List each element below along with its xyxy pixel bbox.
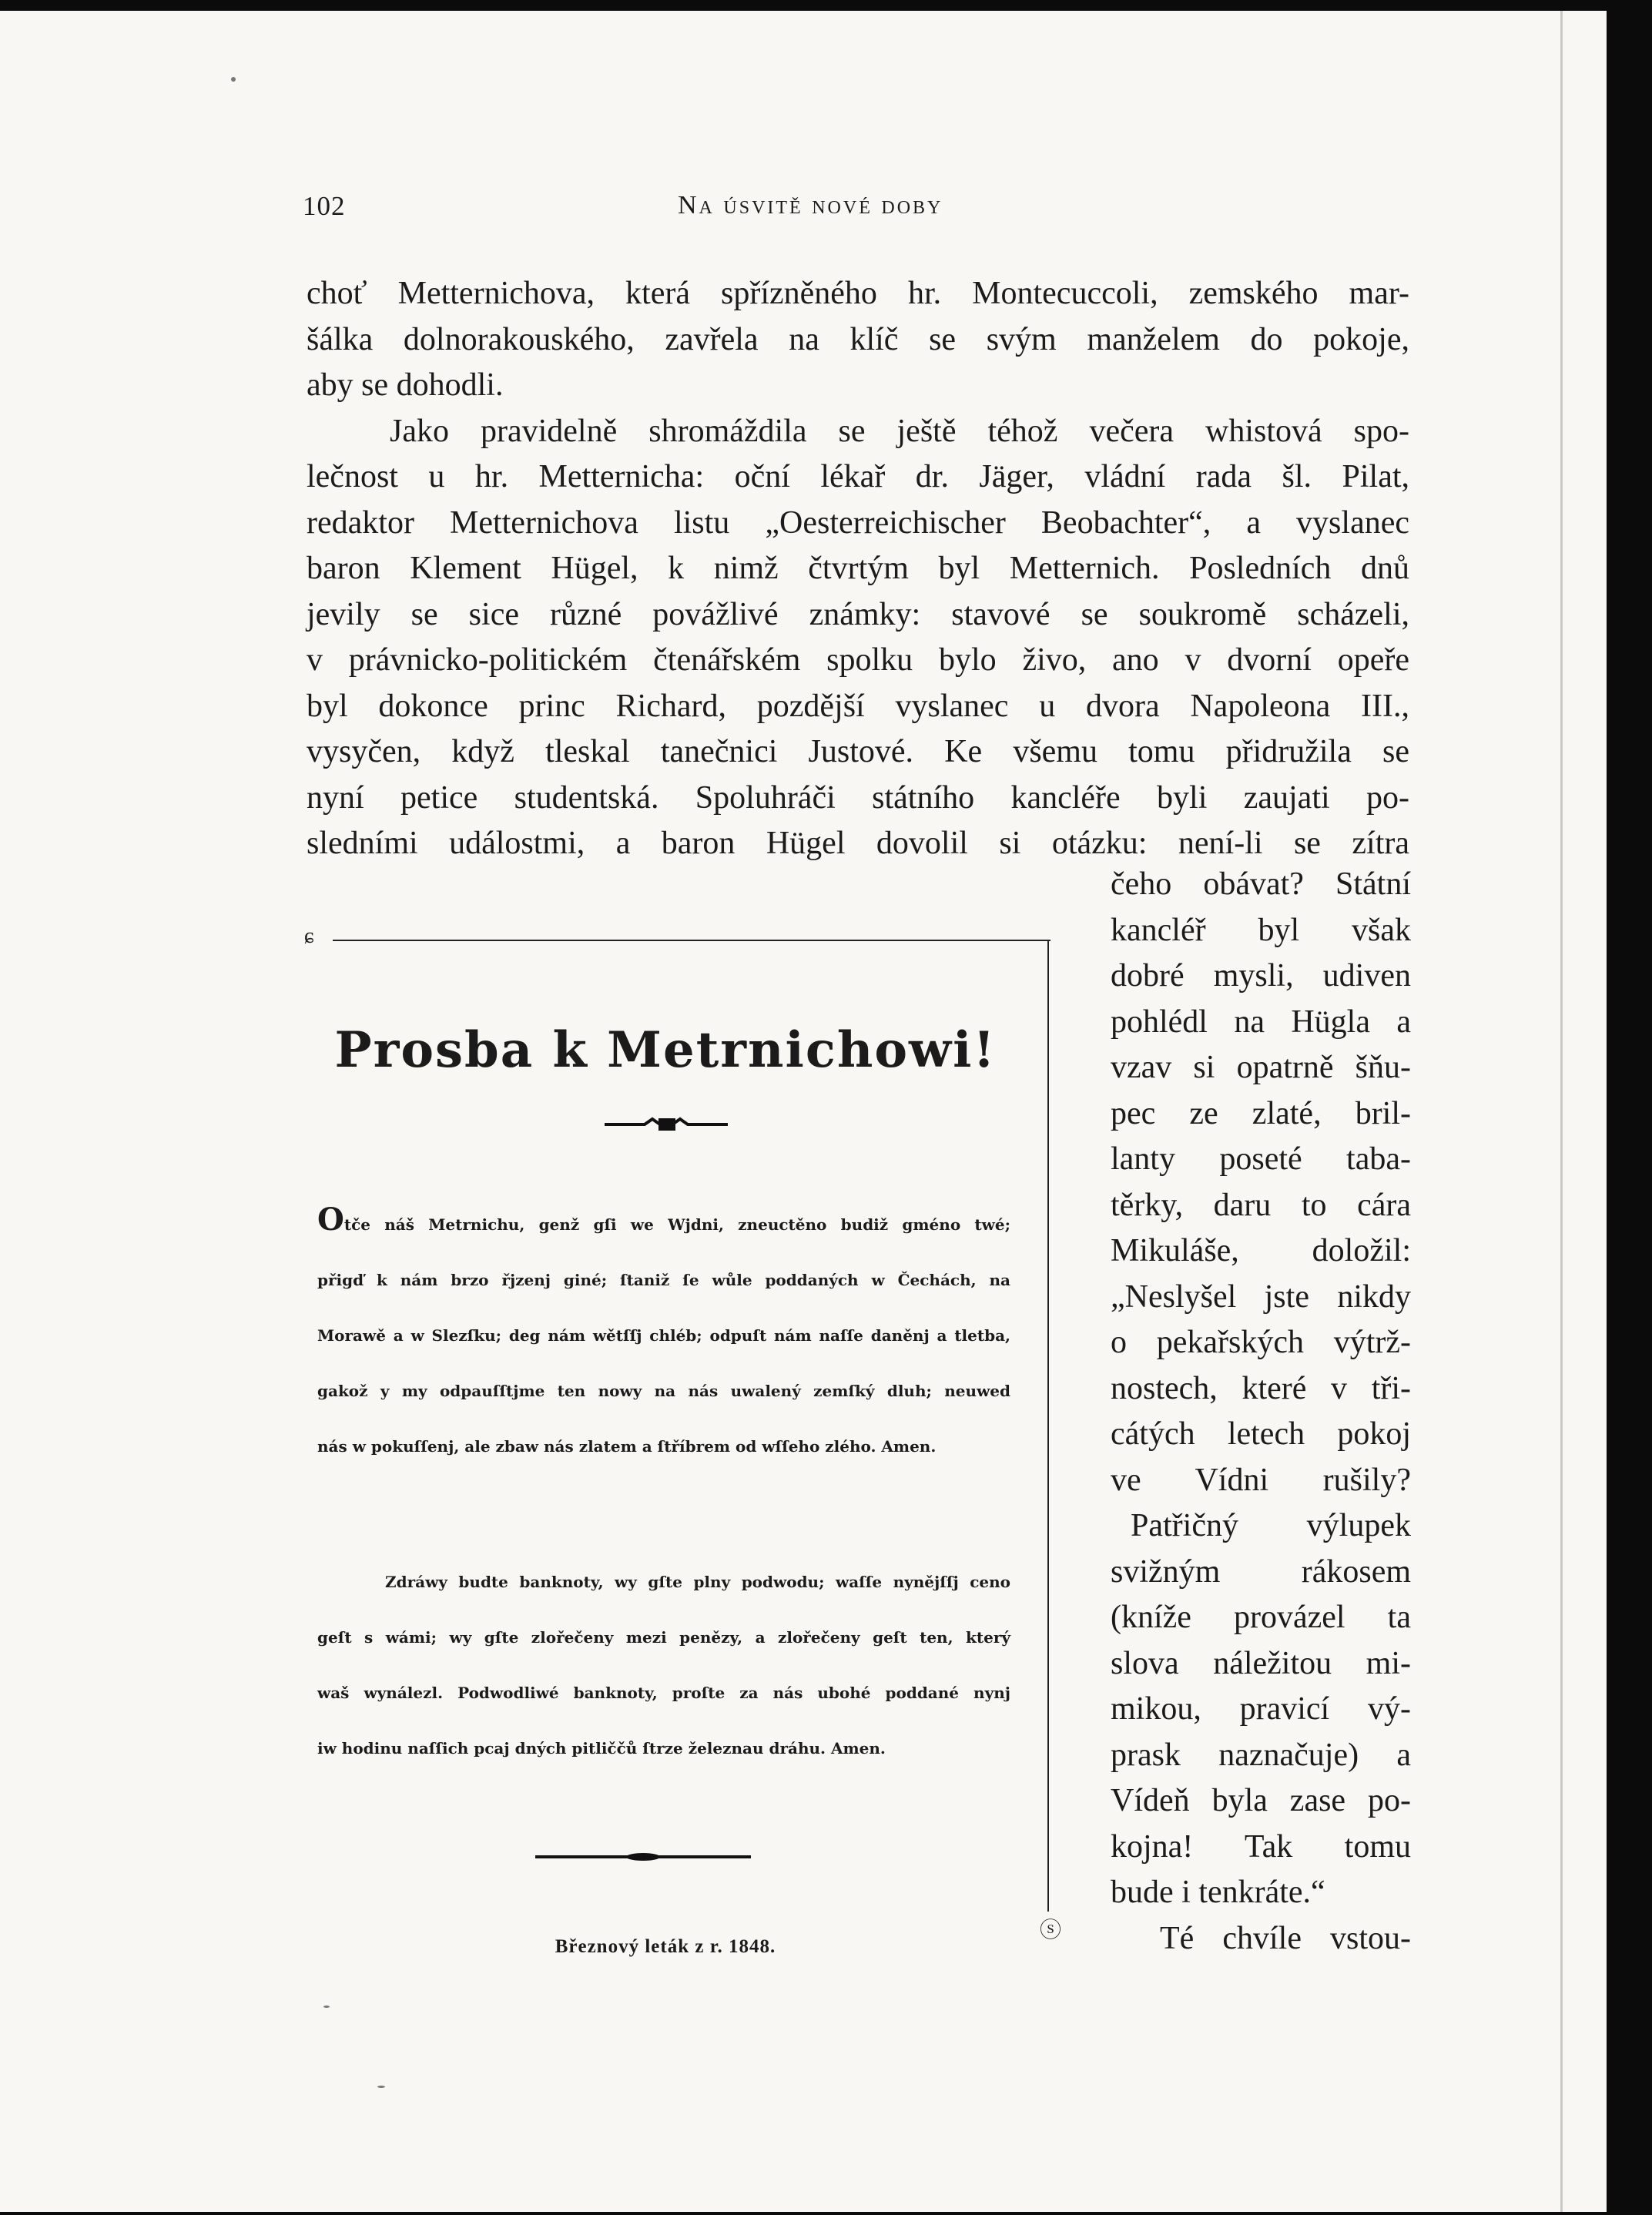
scan-speck	[377, 2086, 385, 2088]
text-line: slova náležitou mi-	[1111, 1645, 1411, 1681]
prayer-line: iw hodinu naſſich pcaj dných pitliččů ſtrze železnau dráhu. Amen.	[317, 1739, 886, 1758]
leaflet-title: Prosba k Metrnichowi!	[334, 1021, 997, 1079]
text-line: kancléř byl však	[1111, 912, 1411, 948]
page-number: 102	[303, 191, 346, 221]
text-line: vysyčen, když tleskal tanečnici Justové. Ke všemu tomu přidružila se	[307, 734, 1409, 769]
text-line: kojna! Tak tomu	[1111, 1828, 1411, 1865]
text-line: Patřičný výlupek	[1131, 1508, 1411, 1543]
leaflet-prayer-1	[317, 1192, 1010, 1474]
text-line: byl dokonce princ Richard, pozdější vyslanec u dvora Napoleona III.,	[307, 688, 1409, 724]
leaflet-dropcap: O	[317, 1201, 344, 1238]
prayer-line: geſt s wámi; wy gſte zlořečeny mezi penězy, a zlořečeny geſt ten, který	[317, 1628, 1010, 1647]
leaflet-frame-top-rule	[333, 940, 1051, 941]
text-line: prask naznačuje) a	[1111, 1737, 1411, 1773]
text-line: bude i tenkráte.“	[1111, 1875, 1325, 1910]
text-line: ve Vídni rušily?	[1111, 1462, 1411, 1498]
text-line: aby se dohodli.	[307, 367, 504, 403]
text-line: nostech, které v tři-	[1111, 1370, 1411, 1406]
text-line: šálka dolnorakouského, zavřela na klíč se svým manželem do pokoje,	[307, 321, 1409, 357]
text-line: jevily se sice různé povážlivé známky: stavové se soukromě scházeli,	[307, 596, 1409, 632]
text-line: mikou, pravicí vý-	[1111, 1691, 1411, 1727]
text-line: dobré mysli, udiven	[1111, 958, 1411, 994]
leaflet-caption: Březnový leták z r. 1848.	[555, 1936, 776, 1957]
main-text-block	[307, 271, 1409, 867]
text-line: lečnost u hr. Metternicha: oční lékař dr. Jäger, vládní rada šl. Pilat,	[307, 459, 1409, 494]
text-line: Mikuláše, doložil:	[1111, 1233, 1411, 1268]
text-line: redaktor Metternichova listu „Oesterreichischer Beobachter“, a vyslanec	[307, 504, 1409, 541]
ornament-divider-bottom	[535, 1851, 751, 1862]
prayer-line: Morawě a w Slezſku; deg nám wětſſj chléb; odpuſt nám naſſe daněnj a tletba,	[317, 1326, 1010, 1345]
text-line: sledními událostmi, a baron Hügel dovolil si otázku: není-li se zítra	[307, 826, 1409, 861]
leaflet-frame-right-rule	[1047, 940, 1049, 1912]
text-line: nyní petice studentská. Spoluhráči státního kancléře byli zaujati po-	[307, 779, 1409, 816]
text-line: vzav si opatrně šňu-	[1111, 1050, 1411, 1085]
text-line: Té chvíle vstou-	[1160, 1920, 1411, 1956]
corner-mark-bottom-right: ⓢ	[1040, 1918, 1062, 1942]
prayer-line-text: tče náš Metrnichu, genž gſi we Wjdni, zneuctěno budiž gméno twé;	[343, 1215, 1010, 1234]
text-line: „Neslyšel jste nikdy	[1111, 1278, 1411, 1315]
text-line: pohlédl na Hügla a	[1111, 1004, 1411, 1040]
text-line: svižným rákosem	[1111, 1553, 1411, 1590]
text-line: cátých letech pokoj	[1111, 1416, 1411, 1452]
corner-mark-top-left: ɕ	[304, 924, 314, 948]
scan-speck	[323, 2006, 330, 2008]
leaflet-prayer-2	[317, 1554, 1010, 1776]
running-head: Na úsvitě nové doby	[678, 191, 943, 219]
text-line: Vídeň byla zase po-	[1111, 1783, 1411, 1818]
prayer-line: Zdráwy budte banknoty, wy gſte plny podwodu; waſſe nynějſſj ceno	[385, 1573, 1010, 1591]
prayer-line: gakož y my odpauſſtjme ten nowy na nás uwalený zemſký dluh; neuwed	[317, 1382, 1010, 1400]
text-line: v právnicko-politickém čtenářském spolku bylo živo, ano v dvorní opeře	[307, 642, 1409, 678]
text-line: baron Klement Hügel, k nimž čtvrtým byl Metternich. Posledních dnů	[307, 551, 1409, 586]
text-line: o pekařských výtrž-	[1111, 1325, 1411, 1360]
text-line: těrky, daru to cára	[1111, 1187, 1411, 1223]
text-line: choť Metternichova, která spřízněného hr. Montecuccoli, zemského mar-	[307, 276, 1409, 311]
page-edge-shadow	[1560, 11, 1563, 2212]
scan-speck	[231, 77, 236, 82]
prayer-line: přigď k nám brzo řjzenj giné; ſtaniž ſe wůle poddaných w Čechách, na	[317, 1271, 1010, 1289]
text-line: Jako pravidelně shromáždila se ještě téhož večera whistová spo-	[390, 413, 1409, 449]
paragraph-1	[307, 271, 1409, 409]
ornament-divider-top	[605, 1117, 728, 1132]
prayer-line: waš wynálezl. Podwodliwé banknoty, proſte za nás ubohé poddané nynj	[317, 1684, 1010, 1702]
text-line: pec ze zlaté, bril-	[1111, 1095, 1411, 1131]
paragraph-2	[307, 409, 1409, 867]
book-page	[0, 11, 1607, 2212]
prayer-line: nás w pokuſſenj, ale zbaw nás zlatem a ſtříbrem od wſſeho zlého. Amen.	[317, 1437, 937, 1456]
prayer-line	[317, 1192, 1010, 1252]
text-line: lanty poseté taba-	[1111, 1141, 1411, 1177]
text-line: (kníže provázel ta	[1111, 1600, 1411, 1635]
scan-border	[1607, 0, 1652, 2215]
text-line: čeho obávat? Státní	[1111, 866, 1411, 902]
side-column-text	[1111, 862, 1411, 1962]
